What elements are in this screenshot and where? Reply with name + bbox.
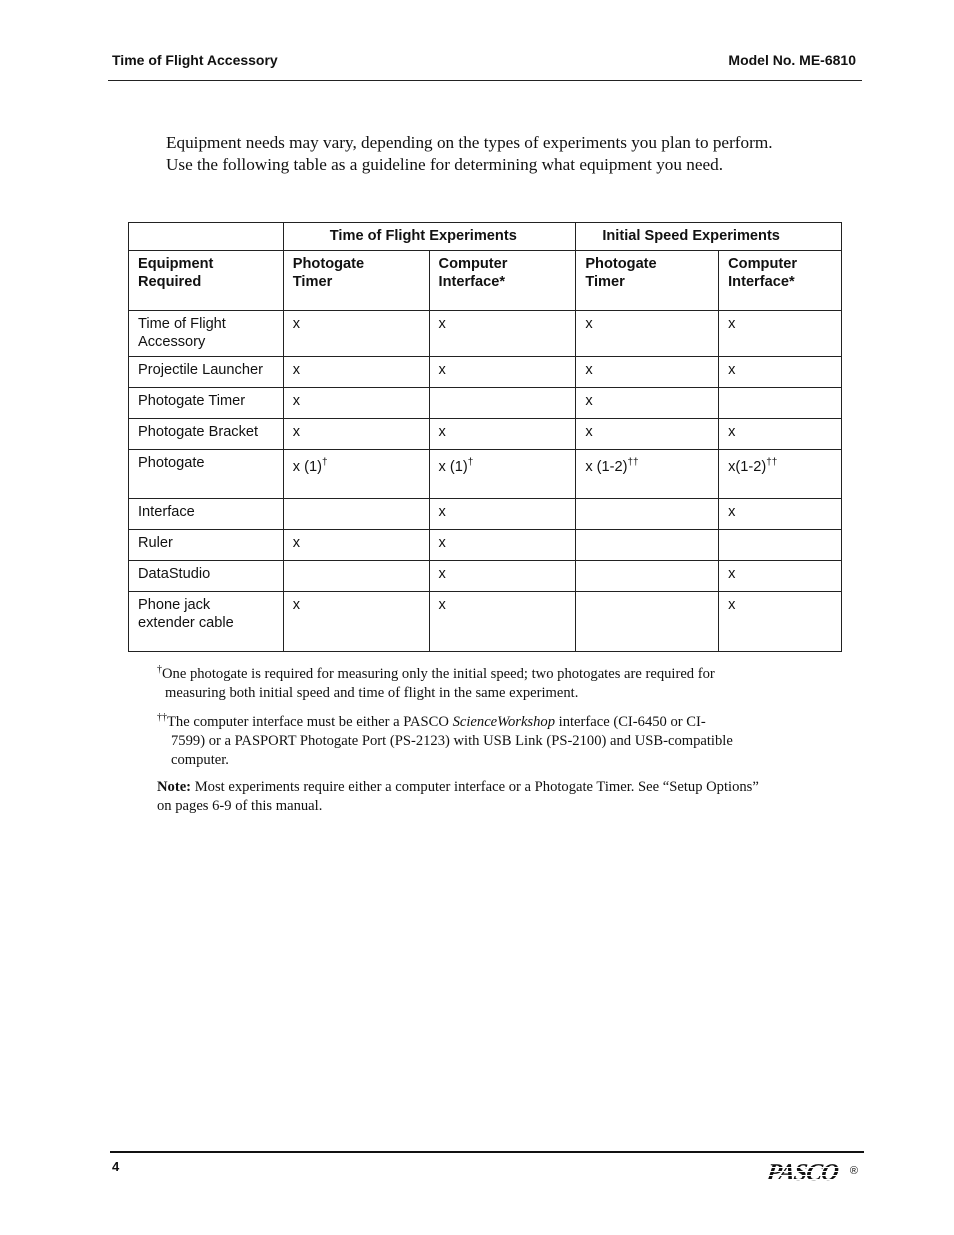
header-title: Time of Flight Accessory xyxy=(112,52,278,68)
table-cell: x xyxy=(429,592,576,652)
page-number: 4 xyxy=(112,1159,120,1174)
table-cell xyxy=(283,561,429,592)
page-header xyxy=(108,52,862,81)
table-cell xyxy=(719,388,842,419)
footnote-italic-text: ScienceWorkshop xyxy=(452,714,555,730)
table-cell: x xyxy=(576,311,719,357)
table-cell: x xyxy=(429,561,576,592)
table-cell: x xyxy=(429,419,576,450)
table-cell xyxy=(576,592,719,652)
cell-value: x (1) xyxy=(292,459,322,475)
table-cell: x xyxy=(429,499,576,530)
footnote-text: 7599) or a PASPORT Photogate Port (PS-2123) with USB Link (PS-2100) and USB-compatible xyxy=(171,733,733,749)
table-cell: x xyxy=(576,419,719,450)
group-header-time-of-flight: Time of Flight Experiments xyxy=(283,223,576,251)
table-cell: x xyxy=(719,419,842,450)
page-footer xyxy=(110,1151,864,1193)
table-row xyxy=(129,357,842,388)
footnote-mark: †† xyxy=(157,712,167,724)
footnote-marker: † xyxy=(321,457,328,469)
footnote-double-dagger xyxy=(157,713,777,770)
footnote-marker: † xyxy=(467,457,474,469)
row-label: Time of Flight Accessory xyxy=(129,311,284,357)
footnote-marker: †† xyxy=(766,457,778,469)
table-cell: x xyxy=(719,561,842,592)
table-cell: x xyxy=(283,311,429,357)
col-header-is-computer-interface: Computer Interface* xyxy=(719,251,842,311)
table-cell: x xyxy=(283,388,429,419)
header-model-number: Model No. ME-6810 xyxy=(728,52,856,68)
cell-value: x(1-2) xyxy=(728,459,767,475)
table-cell: x xyxy=(719,499,842,530)
note-text: Most experiments require either a computer interface or a Photogate Timer. See “Setup Options” on pages 6-9 of this manual. xyxy=(157,779,759,814)
row-label: DataStudio xyxy=(129,561,284,592)
table-cell xyxy=(719,450,842,499)
row-label: Interface xyxy=(129,499,284,530)
group-header-initial-speed: Initial Speed Experiments xyxy=(576,223,842,251)
table-row xyxy=(129,530,842,561)
pasco-logo xyxy=(766,1160,840,1187)
table-row xyxy=(129,419,842,450)
table-cell: x xyxy=(283,592,429,652)
table-cell: x xyxy=(429,530,576,561)
intro-paragraph: Equipment needs may vary, depending on the types of experiments you plan to perform. Use the following table as a guideline for determining what equipment you need. xyxy=(166,133,773,174)
table-cell xyxy=(576,499,719,530)
row-label: Photogate Timer xyxy=(129,388,284,419)
row-label: Ruler xyxy=(129,530,284,561)
table-row xyxy=(129,388,842,419)
logo-text: PASCO xyxy=(765,1160,840,1186)
table-cell xyxy=(576,530,719,561)
row-label: Photogate xyxy=(129,450,284,499)
footnote-mark: † xyxy=(157,664,162,676)
registered-mark: ® xyxy=(849,1165,858,1177)
footnote-text: The computer interface must be either a PASCO xyxy=(167,714,453,730)
table-cell: x xyxy=(576,388,719,419)
row-label: Photogate Bracket xyxy=(129,419,284,450)
footnote-marker: †† xyxy=(627,457,639,469)
footnote-text: measuring both initial speed and time of flight in the same experiment. xyxy=(165,685,579,701)
table-column-header-row xyxy=(129,251,842,311)
cell-value: x (1) xyxy=(438,459,468,475)
table-cell: x xyxy=(283,530,429,561)
table-cell xyxy=(429,388,576,419)
table-row xyxy=(129,311,842,357)
table-cell: x xyxy=(429,357,576,388)
table-row xyxy=(129,499,842,530)
footnote-text: interface (CI-6450 or CI- xyxy=(555,714,706,730)
row-label: Phone jack extender cable xyxy=(129,592,284,652)
equipment-table xyxy=(128,222,842,652)
table-row xyxy=(129,592,842,652)
table-cell: x xyxy=(719,592,842,652)
table-row xyxy=(129,561,842,592)
table-cell: x xyxy=(429,311,576,357)
table-cell: x xyxy=(283,419,429,450)
footnote-text: computer. xyxy=(171,752,229,768)
footnote-text: One photogate is required for measuring only the initial speed; two photogates are required for xyxy=(162,666,715,682)
table-cell xyxy=(576,450,719,499)
table-cell: x xyxy=(719,311,842,357)
table-corner-cell xyxy=(129,223,284,251)
col-header-tof-computer-interface: Computer Interface* xyxy=(429,251,576,311)
table-cell xyxy=(576,561,719,592)
note-label: Note: xyxy=(157,779,192,795)
table-cell xyxy=(719,530,842,561)
table-cell xyxy=(283,450,429,499)
table-cell: x xyxy=(719,357,842,388)
col-header-equipment: Equipment Required xyxy=(129,251,284,311)
note-paragraph xyxy=(157,778,777,816)
row-label: Projectile Launcher xyxy=(129,357,284,388)
col-header-is-photogate-timer: Photogate Timer xyxy=(576,251,719,311)
cell-value: x (1-2) xyxy=(585,459,628,475)
footnote-single-dagger xyxy=(157,665,777,703)
table-cell: x xyxy=(283,357,429,388)
col-header-tof-photogate-timer: Photogate Timer xyxy=(283,251,429,311)
table-group-header-row xyxy=(129,223,842,251)
table-cell xyxy=(429,450,576,499)
table-cell xyxy=(283,499,429,530)
table-row xyxy=(129,450,842,499)
table-cell: x xyxy=(576,357,719,388)
